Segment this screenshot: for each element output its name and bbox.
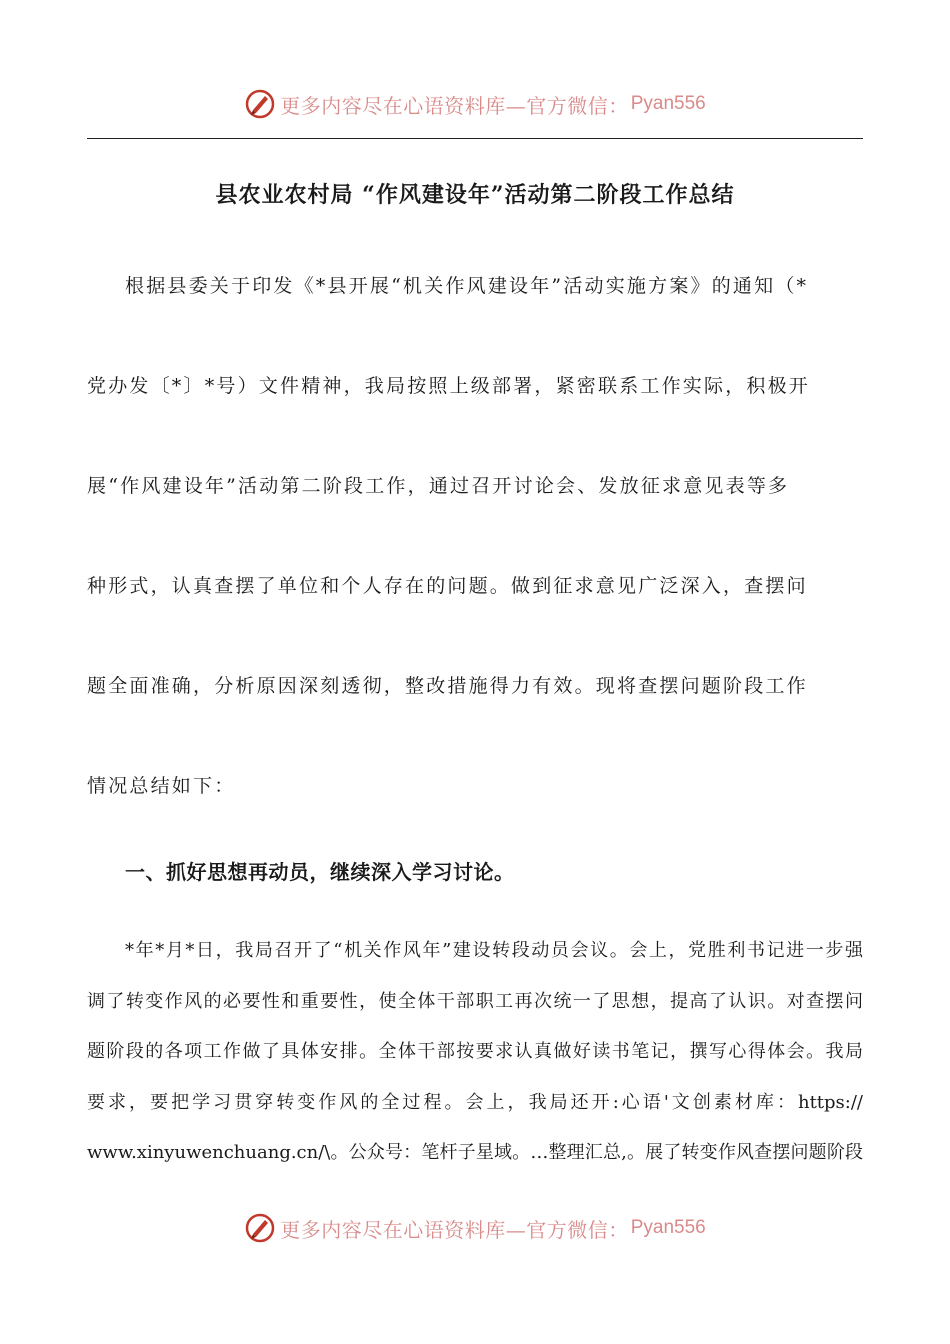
- section-1-line: 要求，要把学习贯穿转变作风的全过程。会上，我局还开:心语'文创素材库：https://: [87, 1091, 863, 1113]
- section-1-paragraph: [87, 926, 863, 1179]
- intro-line: 题全面准确，分析原因深刻透彻，整改措施得力有效。现将查摆问题阶段工作: [87, 675, 808, 697]
- intro-paragraph: [87, 236, 863, 836]
- header-wechat-id: Pyan556: [630, 93, 706, 114]
- footer-wechat-id: Pyan556: [630, 1217, 706, 1238]
- intro-line: 展“作风建设年”活动第二阶段工作，通过召开讨论会、发放征求意见表等多: [87, 475, 790, 497]
- header-banner-text: 更多内容尽在心语资料库—官方微信：: [280, 93, 629, 118]
- intro-line: 根据县委关于印发《*县开展“机关作风建设年”活动实施方案》的通知（*: [125, 275, 809, 297]
- footer-banner: [0, 1208, 950, 1248]
- intro-line: 党办发〔*〕*号）文件精神，我局按照上级部署，紧密联系工作实际，积极开: [87, 375, 811, 397]
- intro-line: 种形式，认真查摆了单位和个人存在的问题。做到征求意见广泛深入，查摆问: [87, 575, 808, 597]
- section-1-line: 题阶段的各项工作做了具体安排。全体干部按要求认真做好读书笔记，撰写心得体会。我局: [87, 1041, 863, 1062]
- pen-logo-icon: [244, 88, 276, 120]
- pen-logo-icon: [244, 1212, 276, 1244]
- footer-banner-text: 更多内容尽在心语资料库—官方微信：: [280, 1217, 629, 1242]
- document-title: 县农业农村局 “作风建设年”活动第二阶段工作总结: [215, 182, 735, 208]
- section-1-line: *年*月*日，我局召开了“机关作风年”建设转段动员会议。会上，党胜利书记进一步强: [125, 940, 863, 961]
- section-1-line: 调了转变作风的必要性和重要性，使全体干部职工再次统一了思想，提高了认识。对查摆问: [87, 990, 863, 1012]
- section-1-heading: 一、抓好思想再动员，继续深入学习讨论。: [125, 860, 515, 884]
- header-divider: [87, 138, 863, 139]
- section-1-line: www.xinyuwenchuang.cn/\。公众号：笔杆子星域。…整理汇总,。展了转变作风查摆问题阶段: [87, 1142, 863, 1163]
- intro-line: 情况总结如下：: [87, 775, 236, 797]
- header-banner: [0, 84, 950, 124]
